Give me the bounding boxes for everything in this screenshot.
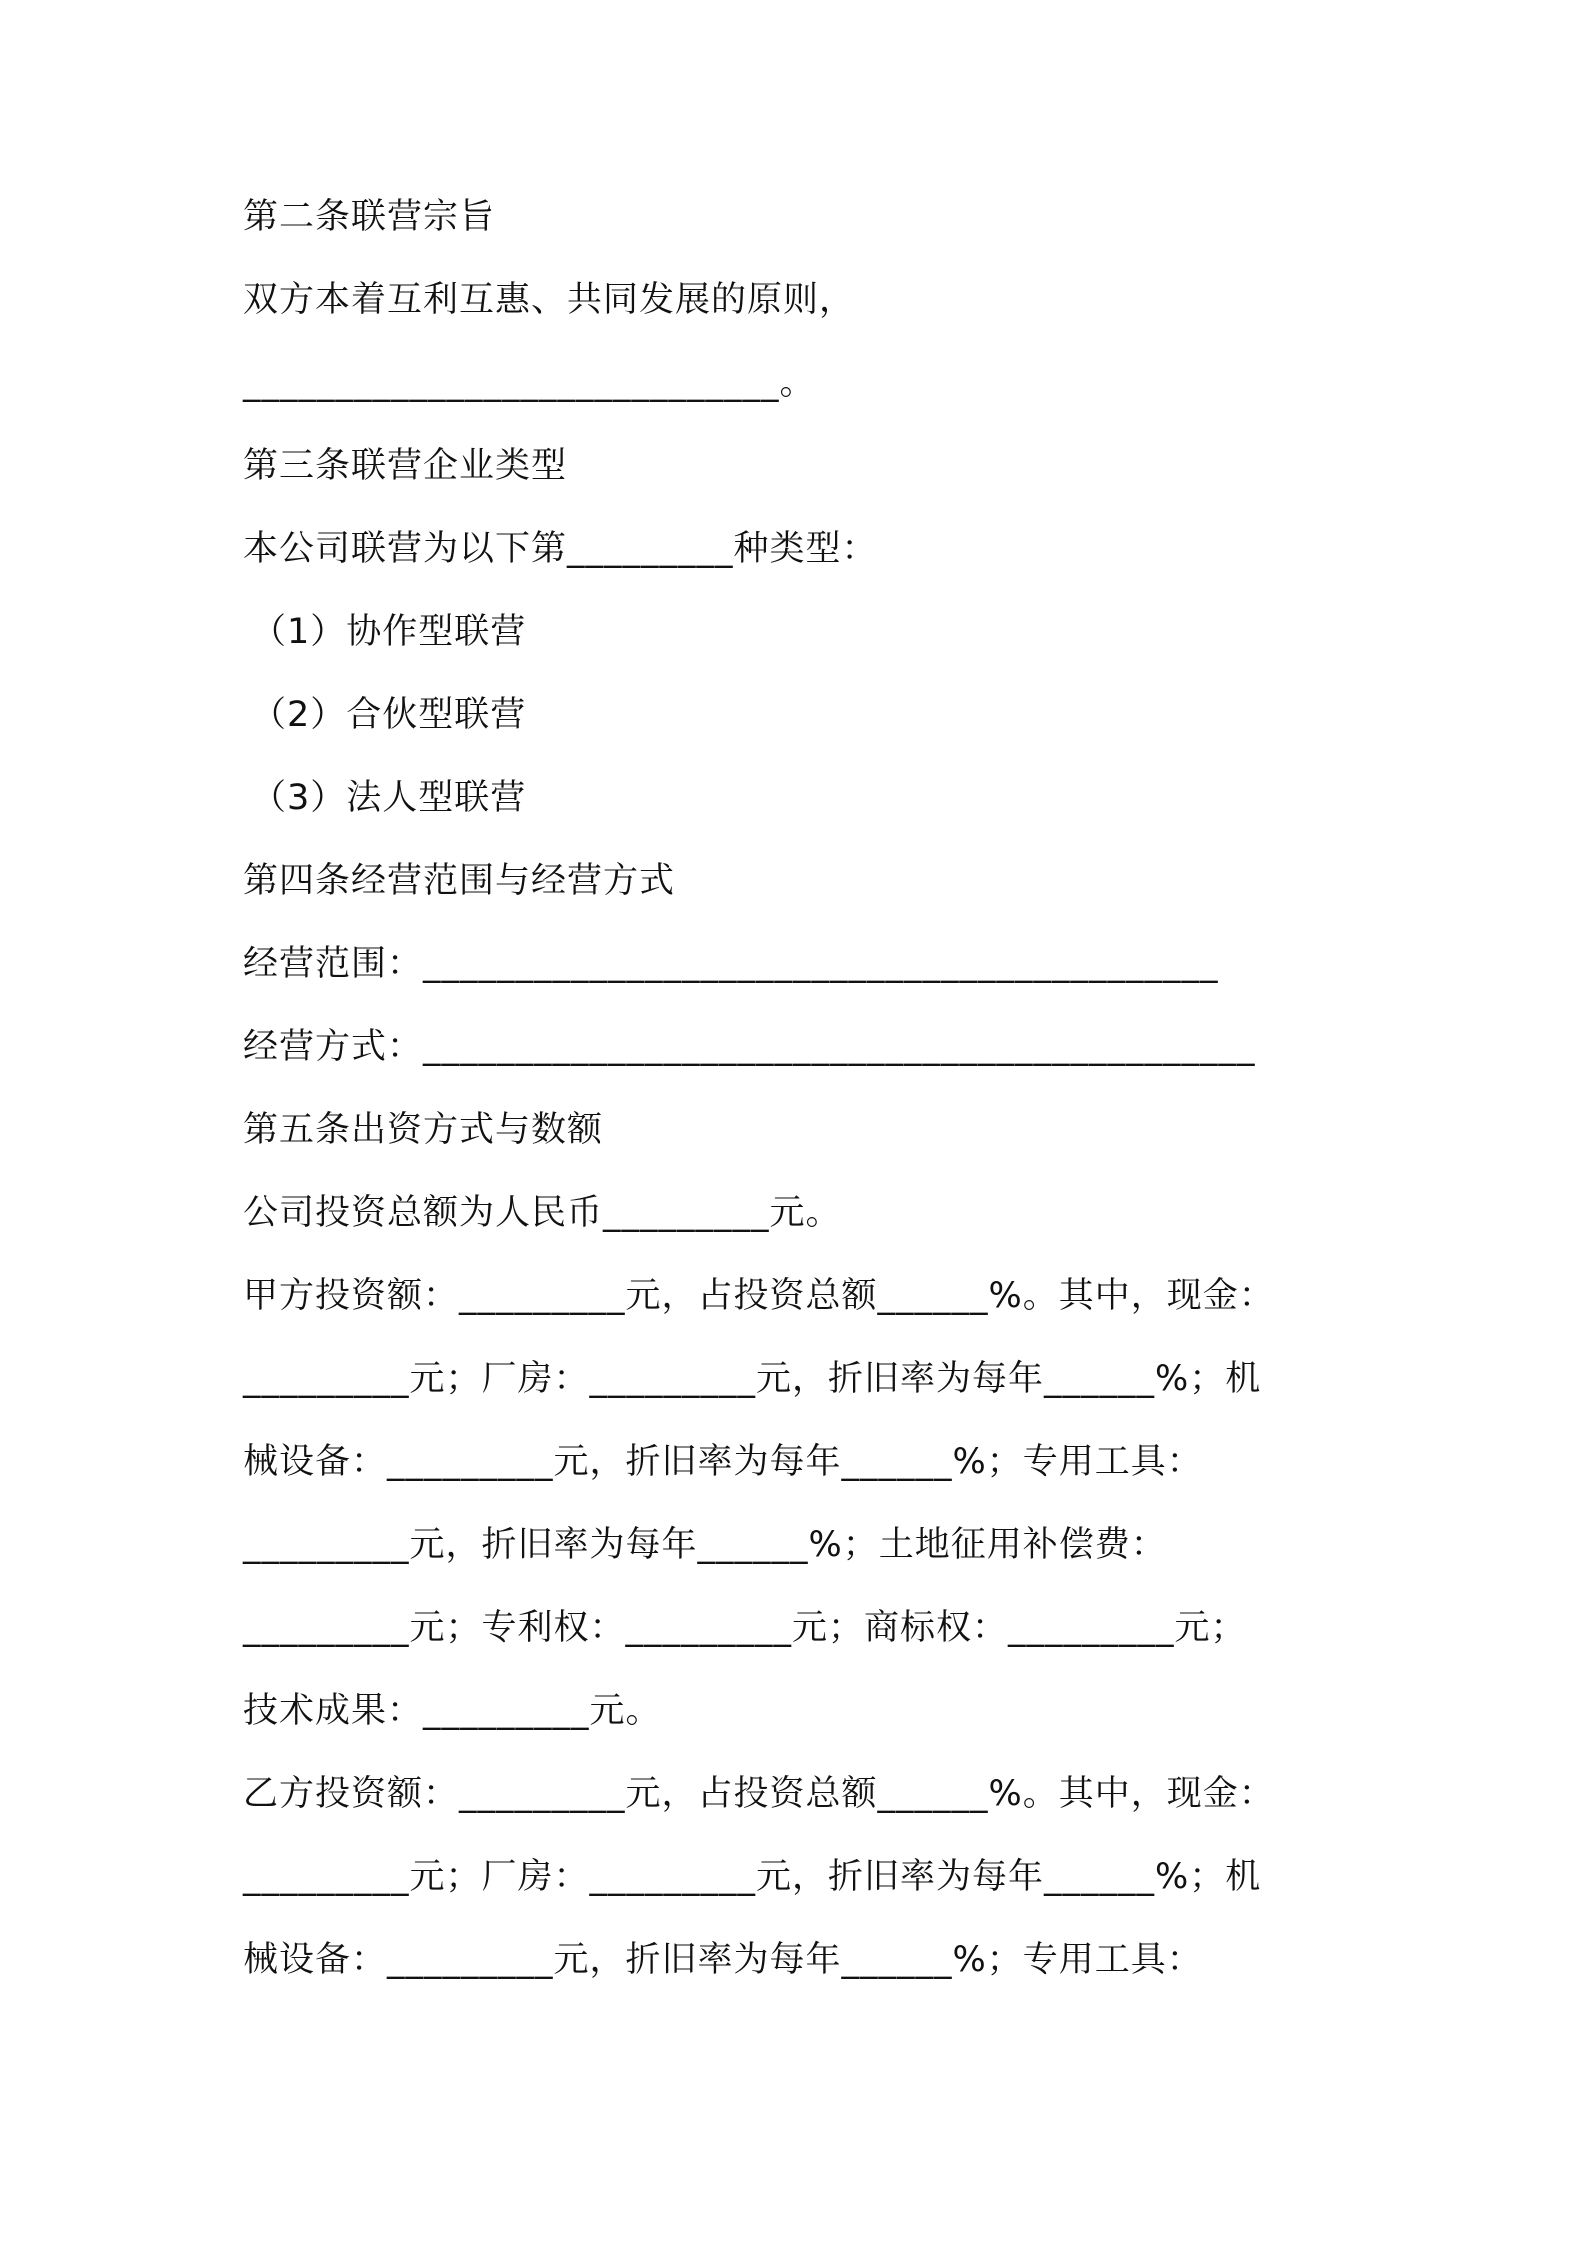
article-2-heading: 第二条联营宗旨 [243, 197, 496, 237]
type-option-3: （3）法人型联营 [251, 778, 527, 818]
document-body [243, 196, 1363, 2022]
total-investment-line: 公司投资总额为人民币_________元。 [243, 1193, 842, 1233]
business-scope-line: 经营范围：___________________________________________ [243, 944, 1219, 984]
article-3-text: 本公司联营为以下第_________种类型： [243, 529, 878, 569]
type-option-1: （1）协作型联营 [251, 612, 527, 652]
article-3-heading: 第三条联营企业类型 [243, 446, 568, 486]
party-b-line-2: _________元；厂房：_________元，折旧率为每年______%；机 [243, 1857, 1262, 1897]
party-a-line-3: 械设备：_________元，折旧率为每年______%；专用工具： [243, 1442, 1203, 1482]
party-a-line-2: _________元；厂房：_________元，折旧率为每年______%；机 [243, 1359, 1262, 1399]
party-b-line-3: 械设备：_________元，折旧率为每年______%；专用工具： [243, 1940, 1203, 1980]
party-b-line-1: 乙方投资额：_________元，占投资总额______%。其中，现金： [243, 1774, 1275, 1814]
party-a-line-4: _________元，折旧率为每年______%；土地征用补偿费： [243, 1525, 1167, 1565]
article-2-text: 双方本着互利互惠、共同发展的原则， [243, 280, 856, 320]
article-2-blank: _____________________________。 [243, 363, 816, 403]
party-a-line-6: 技术成果：_________元。 [243, 1691, 662, 1731]
party-a-line-5: _________元；专利权：_________元；商标权：_________元； [243, 1608, 1247, 1648]
article-4-heading: 第四条经营范围与经营方式 [243, 861, 676, 901]
party-a-line-1: 甲方投资额：_________元，占投资总额______%。其中，现金： [243, 1276, 1275, 1316]
article-5-heading: 第五条出资方式与数额 [243, 1110, 604, 1150]
type-option-2: （2）合伙型联营 [251, 695, 527, 735]
business-mode-line: 经营方式：_____________________________________________ [243, 1027, 1256, 1067]
